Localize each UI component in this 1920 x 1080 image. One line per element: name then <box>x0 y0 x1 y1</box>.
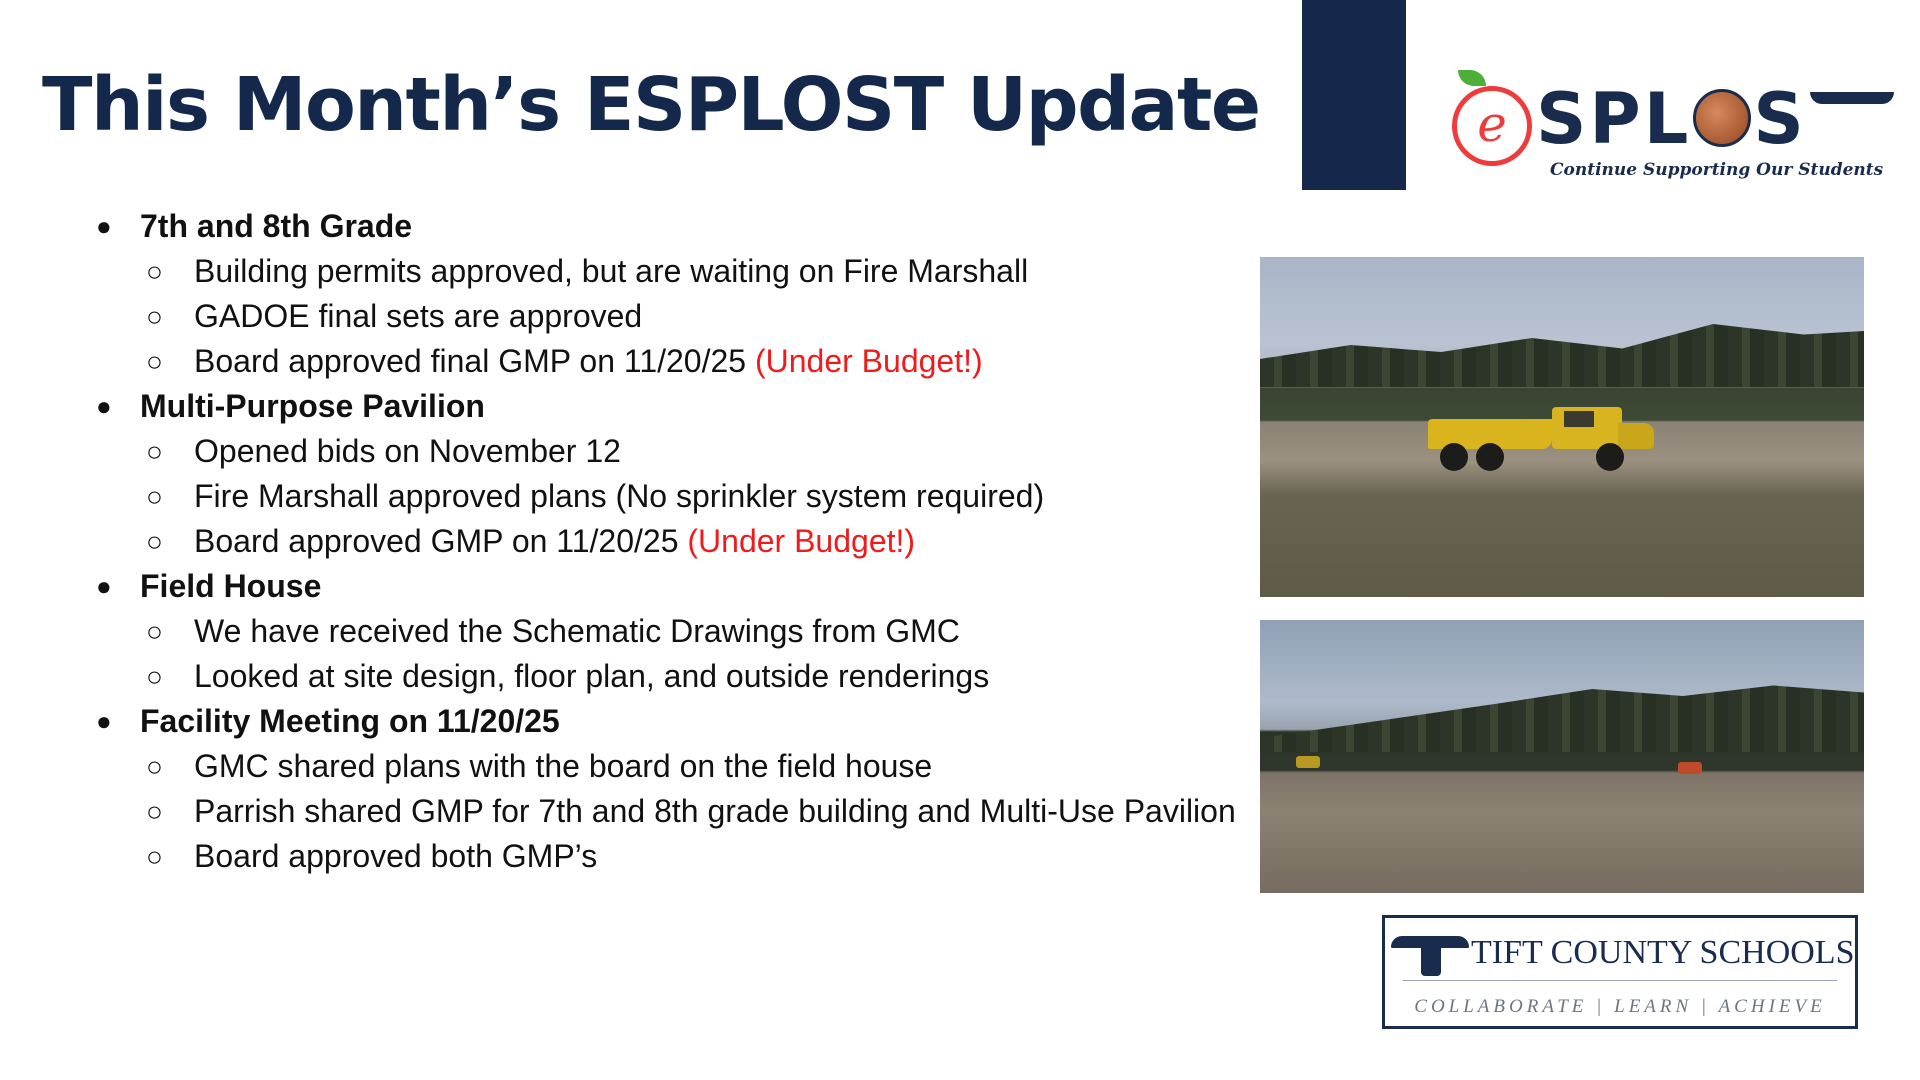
list-item <box>96 834 1256 879</box>
section-heading-row <box>96 384 1256 429</box>
section-heading: Field House <box>140 568 322 604</box>
apple-leaf-icon <box>1458 70 1486 86</box>
list-item-text-wrap <box>194 744 1256 789</box>
list-item-text-wrap <box>194 429 1256 474</box>
list-item-text: Board approved both GMP’s <box>194 838 598 874</box>
logo-t-icon <box>1810 92 1894 104</box>
section-heading-row <box>96 204 1256 249</box>
list-item-text: Looked at site design, floor plan, and outside renderings <box>194 658 990 694</box>
hollow-bullet-icon: ○ <box>146 301 163 332</box>
construction-photo-site <box>1260 620 1864 893</box>
accent-bar <box>1302 0 1406 190</box>
logo-divider <box>1403 980 1837 981</box>
bullet-icon: ● <box>96 391 112 421</box>
bullet-icon: ● <box>96 571 112 601</box>
hollow-bullet-icon: ○ <box>146 481 163 512</box>
roller-equipment <box>1678 762 1702 774</box>
list-item-text: Board approved GMP on 11/20/25 <box>194 523 688 559</box>
apple-icon <box>1452 86 1532 166</box>
list-item-text-wrap <box>194 609 1256 654</box>
list-item-text: GMC shared plans with the board on the field house <box>194 748 933 784</box>
hollow-bullet-icon: ○ <box>146 616 163 647</box>
bullet-icon: ● <box>96 706 112 736</box>
tift-logo-motto: COLLABORATE | LEARN | ACHIEVE <box>1414 996 1826 1017</box>
list-item <box>96 294 1256 339</box>
list-item-text: Opened bids on November 12 <box>194 433 621 469</box>
logo-letters-2: S <box>1753 78 1807 160</box>
update-list <box>96 204 1256 879</box>
list-item-text-wrap <box>194 474 1256 519</box>
list-item <box>96 654 1256 699</box>
hollow-bullet-icon: ○ <box>146 256 163 287</box>
list-item-text: GADOE final sets are approved <box>194 298 643 334</box>
list-item <box>96 789 1256 834</box>
logo-wordmark <box>1536 78 1807 160</box>
esplost-logo <box>1448 64 1896 184</box>
tift-logo-name: TIFT COUNTY SCHOOLS <box>1471 934 1855 971</box>
list-item-text-wrap <box>194 654 1256 699</box>
hollow-bullet-icon: ○ <box>146 796 163 827</box>
hollow-bullet-icon: ○ <box>146 526 163 557</box>
hollow-bullet-icon: ○ <box>146 436 163 467</box>
list-item-text-wrap <box>194 834 1256 879</box>
list-item-text: Fire Marshall approved plans (No sprinkler system required) <box>194 478 1045 514</box>
hollow-bullet-icon: ○ <box>146 346 163 377</box>
list-item <box>96 744 1256 789</box>
under-budget-note: (Under Budget!) <box>687 523 916 559</box>
list-item <box>96 249 1256 294</box>
list-item-text-wrap <box>194 789 1256 834</box>
section-heading: Facility Meeting on 11/20/25 <box>140 703 560 739</box>
apple-letter: e <box>1477 95 1507 153</box>
tift-t-icon <box>1391 932 1471 978</box>
tift-county-schools-logo <box>1382 915 1858 1029</box>
list-item-text-wrap <box>194 294 1256 339</box>
section-heading-row <box>96 699 1256 744</box>
list-item <box>96 339 1256 384</box>
section-heading: 7th and 8th Grade <box>140 208 413 244</box>
hollow-bullet-icon: ○ <box>146 841 163 872</box>
excavator-equipment <box>1296 756 1320 768</box>
section-heading: Multi-Purpose Pavilion <box>140 388 485 424</box>
list-item-text: Board approved final GMP on 11/20/25 <box>194 343 755 379</box>
list-item <box>96 474 1256 519</box>
list-item <box>96 429 1256 474</box>
bullet-icon: ● <box>96 211 112 241</box>
list-item-text: Parrish shared GMP for 7th and 8th grade building and Multi-Use Pavilion <box>194 793 1236 829</box>
list-item-text: We have received the Schematic Drawings from GMC <box>194 613 960 649</box>
list-item-text-wrap <box>194 339 1256 384</box>
construction-photo-truck <box>1260 257 1864 597</box>
list-item-text-wrap <box>194 519 1256 564</box>
hollow-bullet-icon: ○ <box>146 751 163 782</box>
section-heading-row <box>96 564 1256 609</box>
slide-title: This Month’s ESPLOST Update <box>42 62 1260 148</box>
logo-letters-1: SPL <box>1536 78 1692 160</box>
penny-icon <box>1693 89 1751 147</box>
list-item-text: Building permits approved, but are waiting on Fire Marshall <box>194 253 1029 289</box>
logo-tagline: Continue Supporting Our Students <box>1550 160 1884 180</box>
list-item <box>96 519 1256 564</box>
list-item <box>96 609 1256 654</box>
tree-line <box>1260 317 1864 387</box>
hollow-bullet-icon: ○ <box>146 661 163 692</box>
under-budget-note: (Under Budget!) <box>754 343 983 379</box>
dump-truck <box>1428 407 1656 471</box>
tree-line <box>1260 682 1864 752</box>
list-item-text-wrap <box>194 249 1256 294</box>
